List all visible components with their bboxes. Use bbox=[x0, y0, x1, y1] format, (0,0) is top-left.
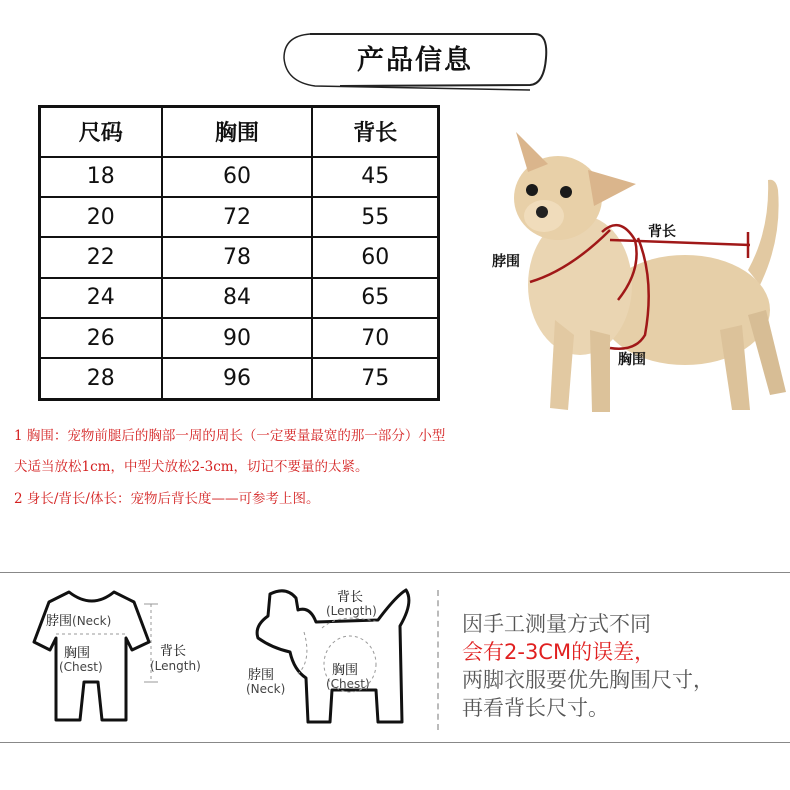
page-title: 产品信息 bbox=[357, 44, 473, 76]
header-chest: 胸围 bbox=[162, 107, 313, 157]
dog-measurement-illustration bbox=[470, 120, 790, 420]
tip-line-4: 再看背长尺寸。 bbox=[462, 696, 609, 720]
note-line-1: 1 胸围：宠物前腿后的胸部一周的周长（一定要量最宽的那一部分）小型 bbox=[14, 428, 446, 444]
table-cell: 84 bbox=[162, 278, 313, 318]
divider-bottom bbox=[0, 742, 790, 743]
table-cell: 75 bbox=[312, 358, 438, 399]
clothing-neck-label bbox=[46, 610, 111, 629]
table-cell: 20 bbox=[40, 197, 162, 237]
tip-line-1: 因手工测量方式不同 bbox=[462, 612, 651, 636]
table-cell: 60 bbox=[312, 237, 438, 277]
table-row bbox=[40, 157, 439, 197]
table-cell: 72 bbox=[162, 197, 313, 237]
dog-back-label: 背长 bbox=[648, 224, 676, 240]
dog-diagram-chest-en: (Chest) bbox=[326, 677, 370, 691]
dog-diagram-length-cn: 背长 bbox=[337, 590, 364, 605]
dog-diagram-length-en: (Length) bbox=[326, 604, 377, 618]
divider-top bbox=[0, 572, 790, 573]
table-cell: 26 bbox=[40, 318, 162, 358]
table-cell: 22 bbox=[40, 237, 162, 277]
table-header-row bbox=[40, 107, 439, 157]
clothing-length-en: (Length) bbox=[150, 659, 201, 673]
table-cell: 90 bbox=[162, 318, 313, 358]
dog-neck-label: 脖围 bbox=[492, 254, 520, 270]
size-table bbox=[38, 105, 440, 401]
dog-diagram-chest-cn: 胸围 bbox=[332, 663, 359, 678]
header-length: 背长 bbox=[312, 107, 438, 157]
clothing-neck-cn: 脖围 bbox=[46, 614, 73, 629]
dog-diagram-neck-cn: 脖围 bbox=[248, 668, 275, 683]
header-size: 尺码 bbox=[40, 107, 162, 157]
clothing-chest-cn: 胸围 bbox=[64, 646, 91, 661]
note-line-2: 犬适当放松1cm，中型犬放松2-3cm，切记不要量的太紧。 bbox=[14, 459, 369, 475]
table-cell: 78 bbox=[162, 237, 313, 277]
table-row bbox=[40, 318, 439, 358]
table-cell: 70 bbox=[312, 318, 438, 358]
table-row bbox=[40, 237, 439, 277]
clothing-diagram bbox=[14, 582, 219, 732]
tip-line-2: 会有2-3CM的误差， bbox=[462, 640, 656, 664]
table-row bbox=[40, 278, 439, 318]
clothing-length-cn: 背长 bbox=[160, 644, 187, 659]
tip-line-3: 两脚衣服要优先胸围尺寸， bbox=[462, 668, 714, 692]
divider-dashed bbox=[437, 590, 439, 730]
title-banner bbox=[280, 28, 550, 96]
table-cell: 55 bbox=[312, 197, 438, 237]
dog-diagram-neck-en: (Neck) bbox=[246, 682, 286, 696]
table-cell: 24 bbox=[40, 278, 162, 318]
dog-chest-label: 胸围 bbox=[618, 352, 646, 368]
table-cell: 96 bbox=[162, 358, 313, 399]
clothing-chest-en: (Chest) bbox=[59, 660, 103, 674]
back-length-line bbox=[610, 240, 750, 245]
clothing-neck-en: (Neck) bbox=[72, 614, 112, 628]
table-cell: 65 bbox=[312, 278, 438, 318]
table-cell: 28 bbox=[40, 358, 162, 399]
table-cell: 18 bbox=[40, 157, 162, 197]
table-cell: 60 bbox=[162, 157, 313, 197]
note-line-3: 2 身长/背长/体长：宠物后背长度——可参考上图。 bbox=[14, 491, 320, 507]
table-row bbox=[40, 358, 439, 399]
table-cell: 45 bbox=[312, 157, 438, 197]
table-row bbox=[40, 197, 439, 237]
